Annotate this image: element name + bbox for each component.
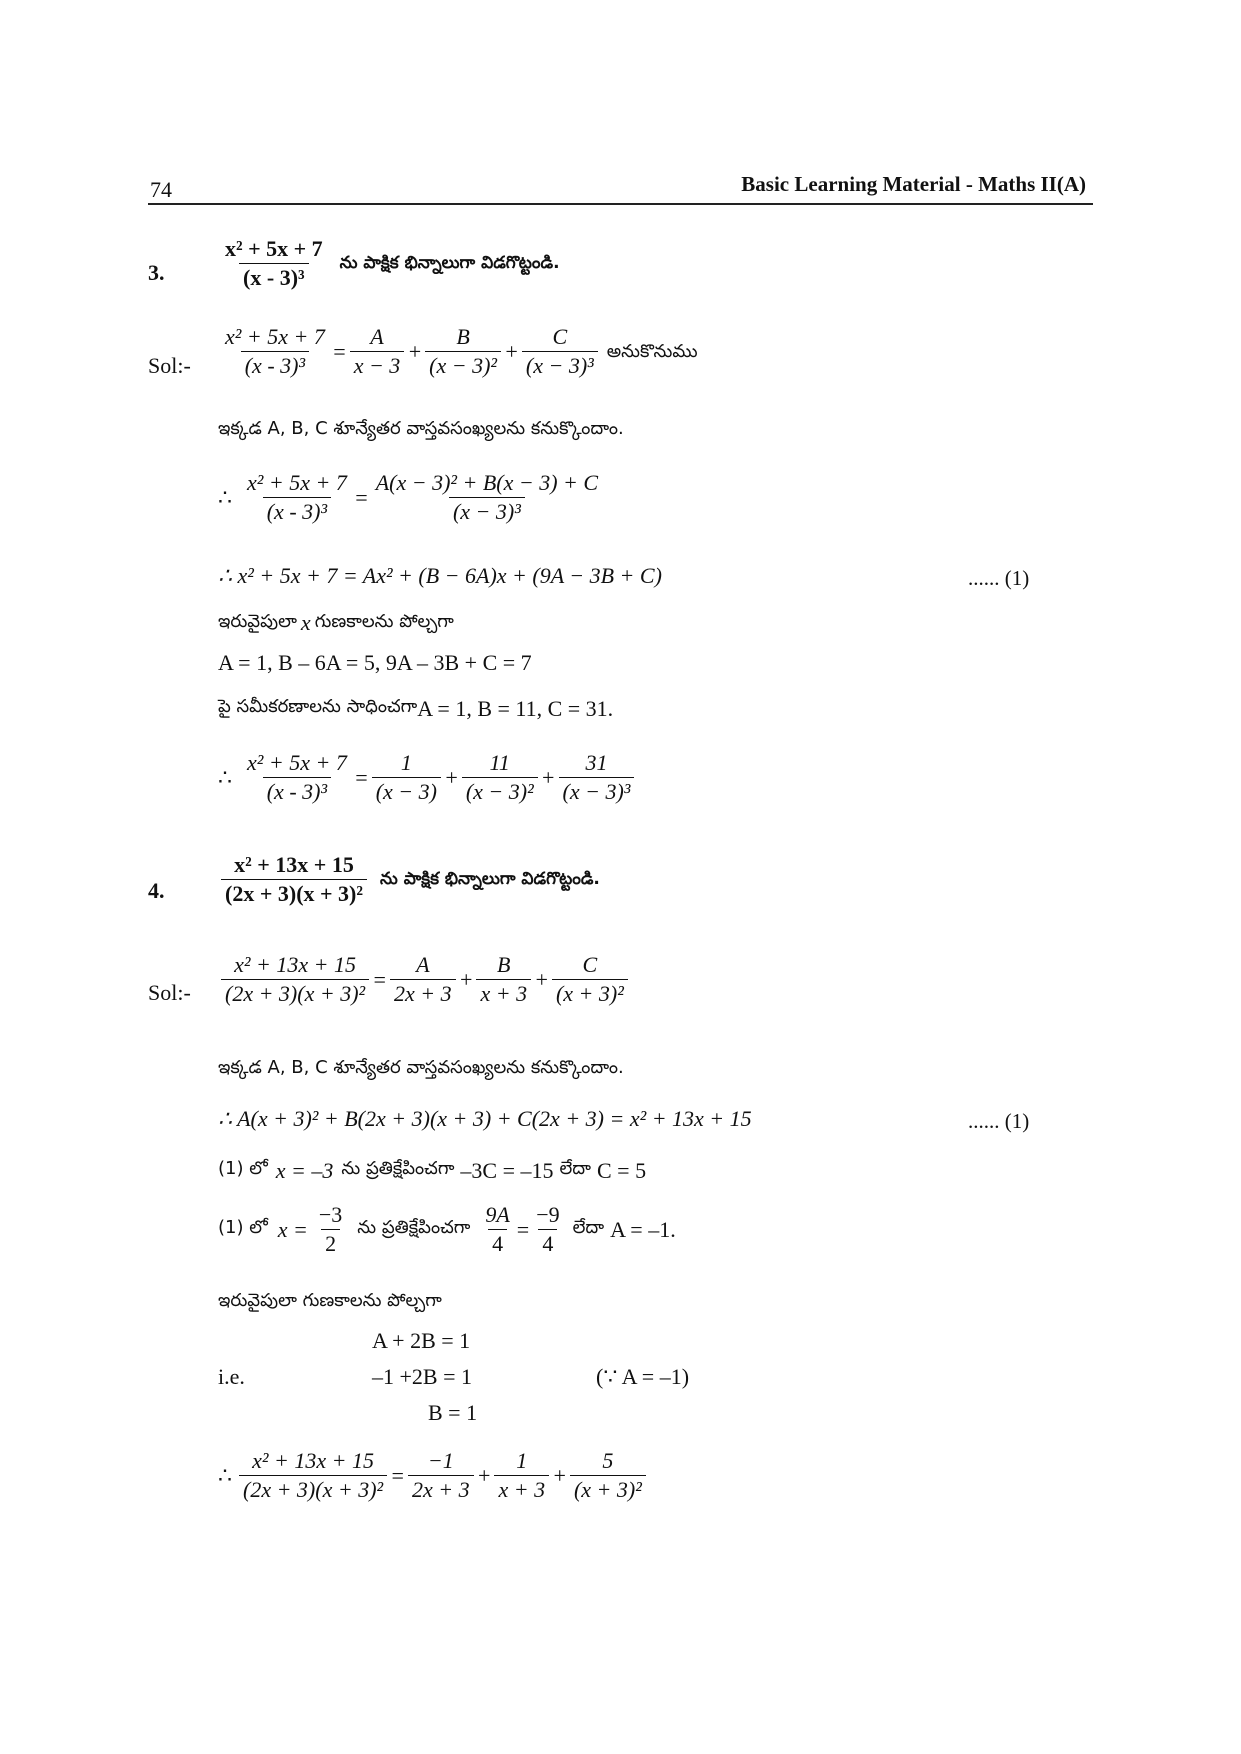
question-4-statement [218, 854, 600, 905]
q4-system-line1: A + 2B = 1 [372, 1328, 471, 1353]
q3-assumption-equation: x² + 5x + 7 (x - 3)³ = A x − 3 + B (x − 3)² + C (x − 3)³ అనుకొనుము [225, 324, 698, 378]
q4-equation-ref: ...... (1) [968, 1109, 1030, 1133]
q4-assumption-equation: x² + 13x + 15 (2x + 3)(x + 3)² = A 2x + 3 + B x + 3 + C (x + 3)² [218, 954, 631, 1005]
q3-instruction: ను పాక్షిక భిన్నాలుగా విడగొట్టండి. [339, 253, 560, 273]
q3-equation-ref: ...... (1) [968, 566, 1030, 590]
q3-fraction: x² + 5x + 7 (x - 3)³ [225, 236, 323, 290]
q4-ie-label: i.e. [218, 1364, 245, 1389]
q3-final-answer: ∴ x² + 5x + 7 (x - 3)³ = 1 (x − 3) + 11 (x − 3)² + 31 (x − 3)³ [218, 752, 637, 803]
q3-sol-label: Sol:- [148, 353, 191, 378]
q4-sol-label: Sol:- [148, 980, 191, 1005]
question-3-number: 3. [148, 260, 165, 285]
q4-system-note: (∵ A = –1) [596, 1364, 690, 1389]
q4-substitution-2: (1) లో x = $\frac{-3}{2}$ ను ప్రతిక్షేపించగా $\frac{9A}{4}$ = $\frac{-9}{4}$ లేదా A = –1. [218, 1202, 676, 1256]
q4-compare-text: ఇరువైపులా గుణకాలను పోల్చగా [218, 1290, 442, 1311]
q4-final-answer: ∴ x² + 13x + 15 (2x + 3)(x + 3)² = −1 2x + 3 + 1 x + 3 + 5 (x + 3)² [218, 1450, 649, 1501]
q3-coefficient-equations: A = 1, B – 6A = 5, 9A – 3B + C = 7 [218, 650, 532, 675]
q4-text-line1: ఇక్కడ A, B, C శూన్యేతర వాస్తవసంఖ్యలను కనుక్కొందాం. [218, 1057, 624, 1078]
running-title: Basic Learning Material - Maths II(A) [741, 172, 1086, 196]
q3-combined-equation: ∴ x² + 5x + 7 (x - 3)³ = A(x − 3)² + B(x − 3) + C (x − 3)³ [218, 470, 599, 524]
header-rule [148, 203, 1093, 205]
q4-system-line2: –1 +2B = 1 [372, 1364, 472, 1389]
q4-identity-equation: ∴ A(x + 3)² + B(2x + 3)(x + 3) + C(2x + 3) = x² + 13x + 15 [218, 1106, 752, 1131]
q3-solution-values: పై సమీకరణాలను సాధించగా A = 1, B = 11, C = 31. [218, 695, 614, 721]
q3-expanded-equation: ∴ x² + 5x + 7 = Ax² + (B − 6A)x + (9A − 3B + C) [218, 563, 662, 588]
q4-substitution-1: (1) లో x = –3 ను ప్రతిక్షేపించగా –3C = –15 లేదా C = 5 [218, 1157, 647, 1183]
question-4-number: 4. [148, 878, 165, 903]
q4-system-line3: B = 1 [428, 1400, 478, 1425]
question-3-statement [218, 238, 560, 289]
page-number: 74 [150, 177, 172, 202]
q4-fraction: x² + 13x + 15 (2x + 3)(x + 3)² [221, 854, 367, 905]
q3-assume-word: అనుకొనుము [606, 340, 698, 362]
q4-instruction: ను పాక్షిక భిన్నాలుగా విడగొట్టండి. [379, 869, 600, 889]
q3-text-line1: ఇక్కడ A, B, C శూన్యేతర వాస్తవసంఖ్యలను కనుక్కొందాం. [218, 418, 624, 439]
q3-text-line2: ఇరువైపులా x గుణకాలను పోల్చగా [218, 610, 454, 635]
